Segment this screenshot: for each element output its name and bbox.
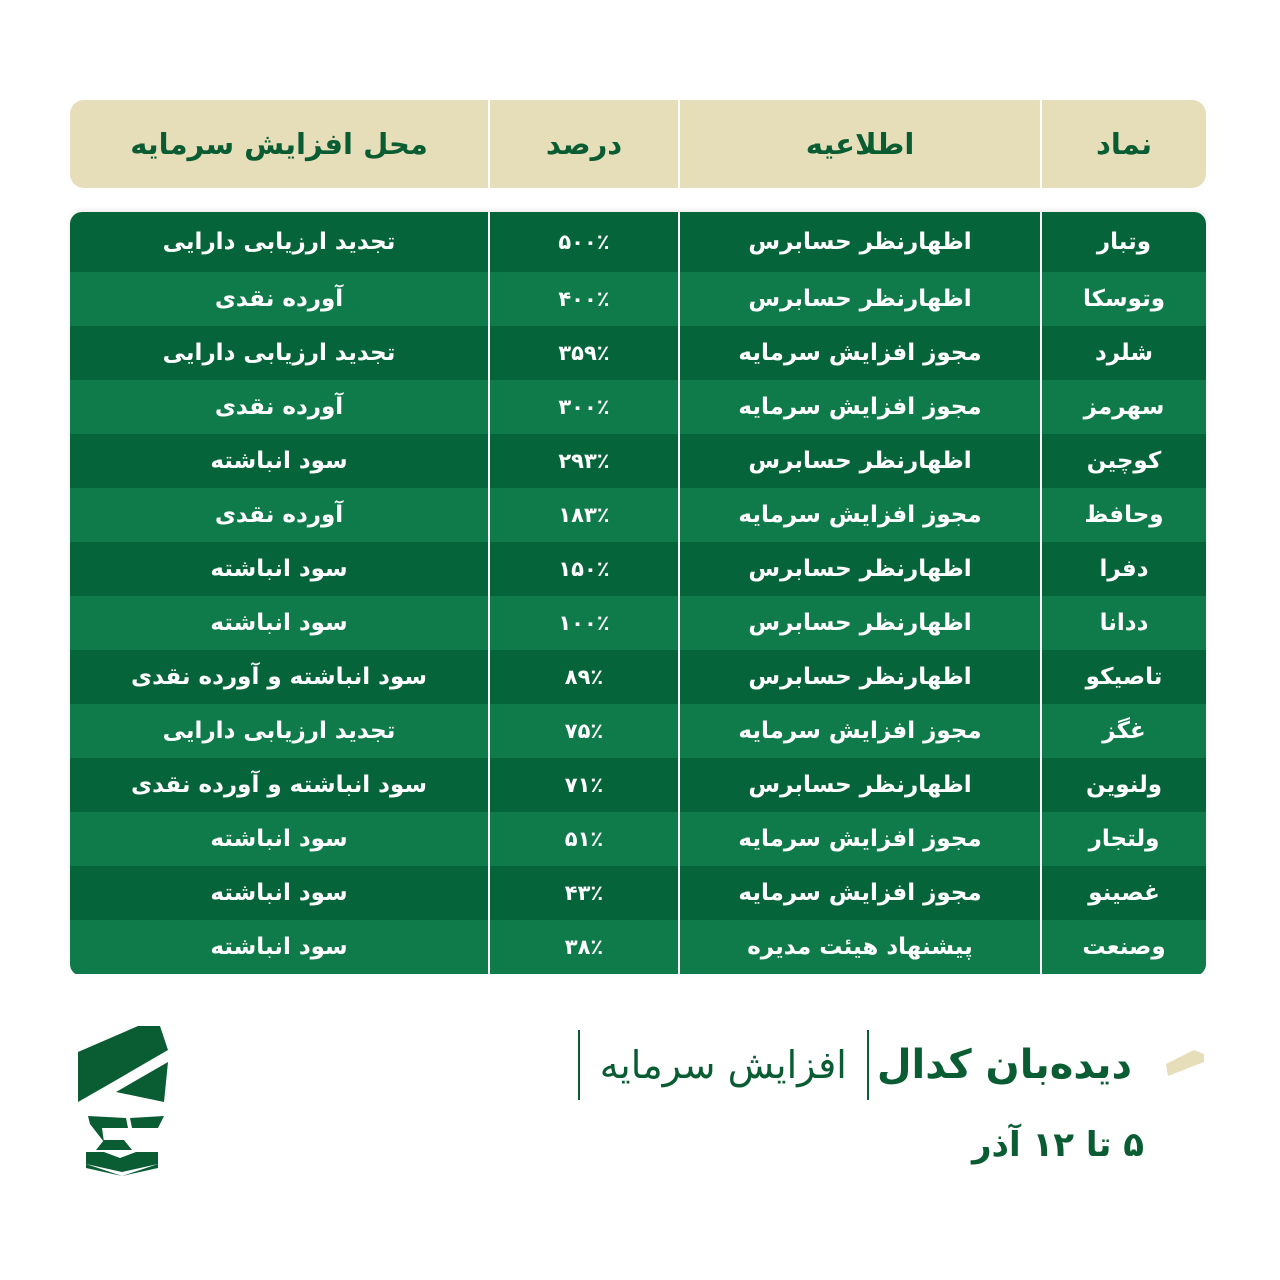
notice-cell: پیشنهاد هیئت مدیره <box>678 920 1042 974</box>
symbol-cell: کوچین <box>1086 448 1162 474</box>
table-row <box>70 380 1206 434</box>
notice-cell: اظهارنظر حسابرس <box>678 596 1042 650</box>
table-row <box>70 920 1206 974</box>
percent-cell: ۴۳٪ <box>488 866 678 920</box>
footer-title <box>570 1030 1132 1100</box>
symbol-cell: شلرد <box>1094 340 1154 366</box>
symbol-cell: تاصیکو <box>1085 664 1163 690</box>
header-percent: درصد <box>488 100 678 188</box>
symbol-cell: دفرا <box>1099 556 1149 582</box>
date-range: ۵ تا ۱۲ آذر <box>971 1125 1144 1165</box>
notice-cell: اظهارنظر حسابرس <box>678 542 1042 596</box>
symbol-cell: وصنعت <box>1082 934 1166 960</box>
percent-cell: ۱۰۰٪ <box>488 596 678 650</box>
source-cell: سود انباشته <box>210 826 348 852</box>
table-row <box>70 866 1206 920</box>
table-row <box>70 596 1206 650</box>
source-cell: تجدید ارزیابی دارایی <box>162 718 396 744</box>
source-cell: سود انباشته و آورده نقدی <box>130 664 428 690</box>
percent-cell: ۱۵۰٪ <box>488 542 678 596</box>
title-divider <box>867 1030 869 1100</box>
source-cell: سود انباشته <box>210 934 348 960</box>
percent-cell: ۵۰۰٪ <box>488 212 678 272</box>
symbol-cell: ولتجار <box>1088 826 1160 852</box>
table-row <box>70 704 1206 758</box>
notice-cell: مجوز افزایش سرمایه <box>678 326 1042 380</box>
table-body <box>70 212 1206 976</box>
percent-cell: ۱۸۳٪ <box>488 488 678 542</box>
symbol-cell: ولنوین <box>1085 772 1163 798</box>
symbol-cell: غصینو <box>1088 880 1160 906</box>
source-cell: تجدید ارزیابی دارایی <box>162 340 396 366</box>
header-symbol: نماد <box>1095 127 1153 161</box>
source-cell: آورده نقدی <box>214 286 344 312</box>
symbol-cell: وتبار <box>1096 229 1152 255</box>
table-row <box>70 326 1206 380</box>
notice-cell: اظهارنظر حسابرس <box>678 758 1042 812</box>
table-row <box>70 488 1206 542</box>
percent-cell: ۸۹٪ <box>488 650 678 704</box>
symbol-cell: وتوسکا <box>1083 286 1165 312</box>
beige-tag-icon <box>1160 1044 1208 1078</box>
symbol-cell: غگز <box>1102 718 1146 744</box>
report-subject: افزایش سرمایه <box>599 1043 847 1087</box>
table-row <box>70 434 1206 488</box>
table-row <box>70 272 1206 326</box>
notice-cell: مجوز افزایش سرمایه <box>678 866 1042 920</box>
percent-cell: ۳۰۰٪ <box>488 380 678 434</box>
turbaned-face-logo-icon <box>72 1024 172 1176</box>
percent-cell: ۳۵۹٪ <box>488 326 678 380</box>
notice-cell: اظهارنظر حسابرس <box>678 650 1042 704</box>
source-cell: سود انباشته <box>210 448 348 474</box>
brand-name: دیده‌بان کدال <box>876 1042 1132 1088</box>
header-notice: اطلاعیه <box>678 100 1042 188</box>
source-cell: سود انباشته <box>210 880 348 906</box>
symbol-cell: ددانا <box>1099 610 1149 636</box>
notice-cell: مجوز افزایش سرمایه <box>678 488 1042 542</box>
source-cell: تجدید ارزیابی دارایی <box>162 229 396 255</box>
percent-cell: ۳۸٪ <box>488 920 678 974</box>
header-row <box>70 100 1206 188</box>
table-row <box>70 212 1206 272</box>
percent-cell: ۷۵٪ <box>488 704 678 758</box>
header-source: محل افزایش سرمایه <box>130 127 428 161</box>
percent-cell: ۵۱٪ <box>488 812 678 866</box>
table-row <box>70 542 1206 596</box>
source-cell: سود انباشته <box>210 610 348 636</box>
notice-cell: مجوز افزایش سرمایه <box>678 812 1042 866</box>
notice-cell: اظهارنظر حسابرس <box>678 272 1042 326</box>
source-cell: آورده نقدی <box>214 502 344 528</box>
notice-cell: مجوز افزایش سرمایه <box>678 704 1042 758</box>
table-row <box>70 758 1206 812</box>
notice-cell: مجوز افزایش سرمایه <box>678 380 1042 434</box>
source-cell: سود انباشته و آورده نقدی <box>130 772 428 798</box>
table-row <box>70 650 1206 704</box>
notice-cell: اظهارنظر حسابرس <box>678 434 1042 488</box>
subject-divider <box>578 1030 580 1100</box>
source-cell: آورده نقدی <box>214 394 344 420</box>
percent-cell: ۴۰۰٪ <box>488 272 678 326</box>
symbol-cell: سهرمز <box>1083 394 1165 420</box>
percent-cell: ۲۹۳٪ <box>488 434 678 488</box>
source-cell: سود انباشته <box>210 556 348 582</box>
table-row <box>70 812 1206 866</box>
symbol-cell: وحافظ <box>1084 502 1164 528</box>
notice-cell: اظهارنظر حسابرس <box>678 212 1042 272</box>
table-header <box>70 100 1206 188</box>
percent-cell: ۷۱٪ <box>488 758 678 812</box>
